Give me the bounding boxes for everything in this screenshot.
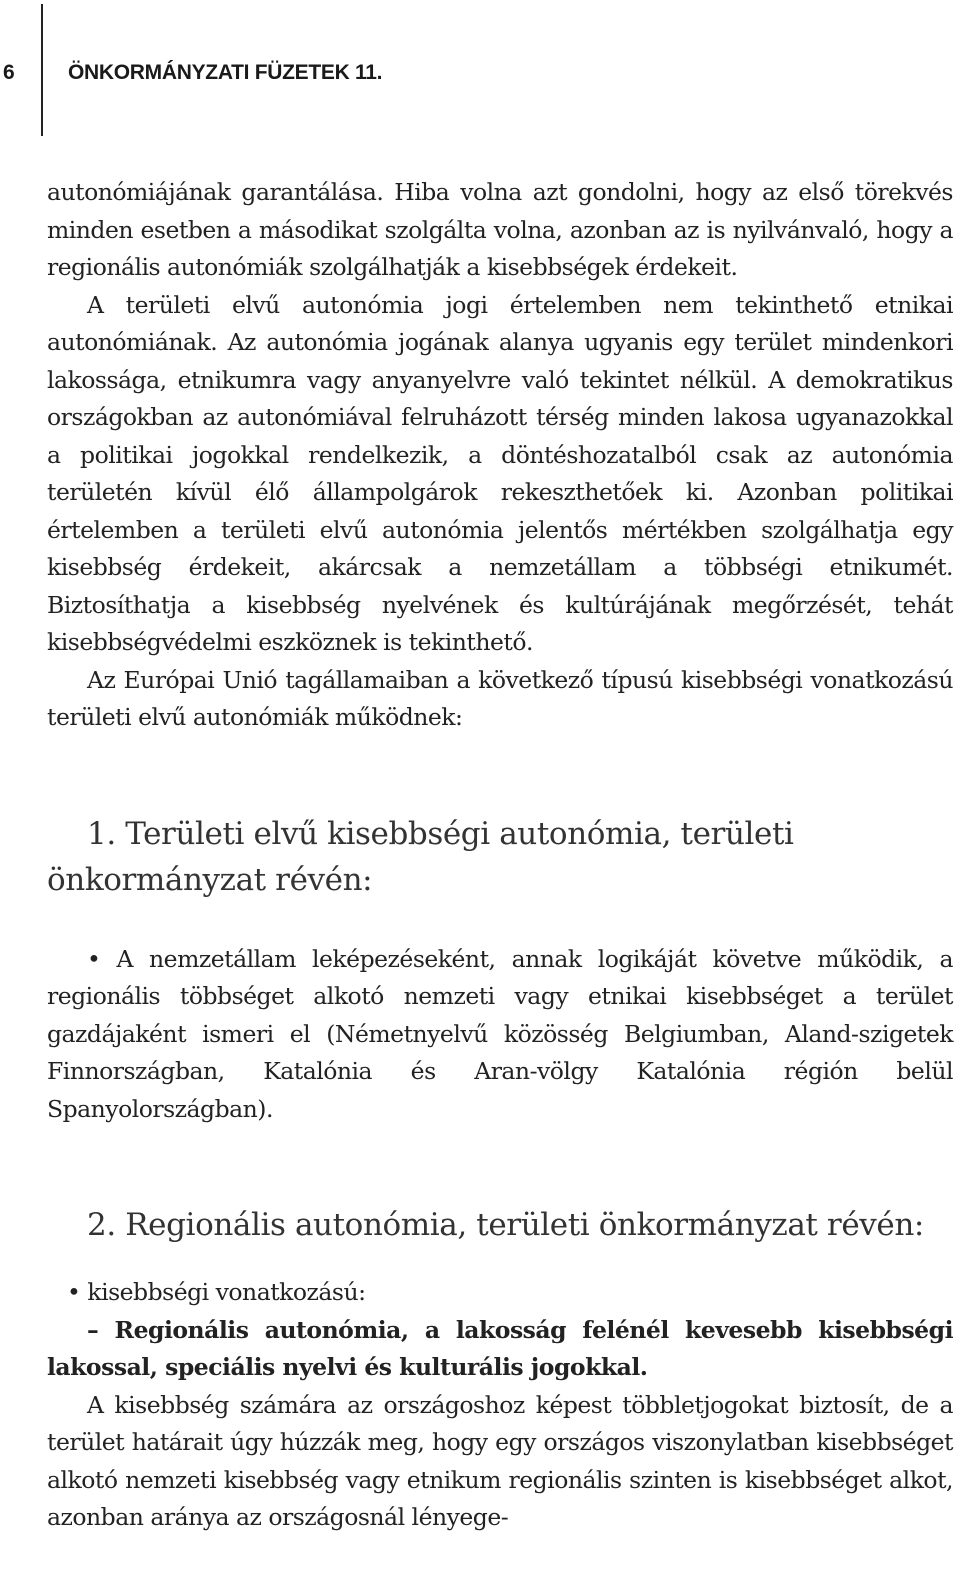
- section-heading-2: 2. Regionális autonómia, területi önkormányzat révén:: [87, 1207, 924, 1243]
- bullet-item-2: • kisebbségi vonatkozású:: [67, 1278, 366, 1306]
- paragraph-eu-intro: Az Európai Unió tagállamaiban a következő típusú kisebbségi vonatkozású területi elvű autonómiák működnek:: [47, 665, 953, 731]
- running-header: [0, 0, 960, 140]
- page-number: 6: [3, 61, 15, 84]
- bold-definition: – Regionális autonómia, a lakosság felénél kevesebb kisebbségi lakossal, speciális nyelvi és kulturális jogokkal.: [47, 1315, 953, 1381]
- bullet-item-1: • A nemzetállam leképezéseként, annak logikáját követve működik, a regionális többséget alkotó nemzeti vagy etnikai kisebbséget a terület gazdájaként ismeri el (Németnyelvű közösség Belgiumban, Aland-szigetek Finnországban, Katalónia és Aran-völgy Katalónia régión belül Spanyolországban).: [47, 944, 953, 1123]
- series-title: ÖNKORMÁNYZATI FÜZETEK 11.: [68, 61, 383, 84]
- paragraph-extra-rights: A kisebbség számára az országoshoz képest többletjogokat biztosít, de a terület határait úgy húzzák meg, hogy egy országos viszonylatban kisebbséget alkotó nemzeti kisebbség vagy etnikum regionális szinten is kisebbséget alkot, azonban aránya az országosnál lényege-: [47, 1390, 953, 1531]
- page-body: [47, 174, 953, 1537]
- paragraph-territorial-autonomy: A területi elvű autonómia jogi értelemben nem tekinthető etnikai autonómiának. Az autonómia jogának alanya ugyanis egy terület mindenkori lakossága, etnikumra vagy anyanyelvre való tekintet nélkül. A demokratikus országokban az autonómiával felruházott térség minden lakosa ugyanazokkal a politikai jogokkal rendelkezik, a döntéshozatalból csak az autonómia területén kívül élő állampolgárok rekeszthetőek ki. Azonban politikai értelemben a területi elvű autonómia jelentős mértékben szolgálhatja egy kisebbség érdekeit, akárcsak a nemzetállam a többségi etnikumét. Biztosíthatja a kisebbség nyelvének és kultúrájának megőrzését, tehát kisebbségvédelmi eszköznek is tekinthető.: [47, 290, 953, 656]
- header-divider: [41, 4, 43, 136]
- section-heading-1: 1. Területi elvű kisebbségi autonómia, területi önkormányzat révén:: [47, 815, 794, 898]
- paragraph-continuation: autonómiájának garantálása. Hiba volna azt gondolni, hogy az első törekvés minden esetben a másodikat szolgálta volna, azonban az is nyilvánvaló, hogy a regionális autonómiák szolgálhatják a kisebbségek érdekeit.: [47, 178, 953, 281]
